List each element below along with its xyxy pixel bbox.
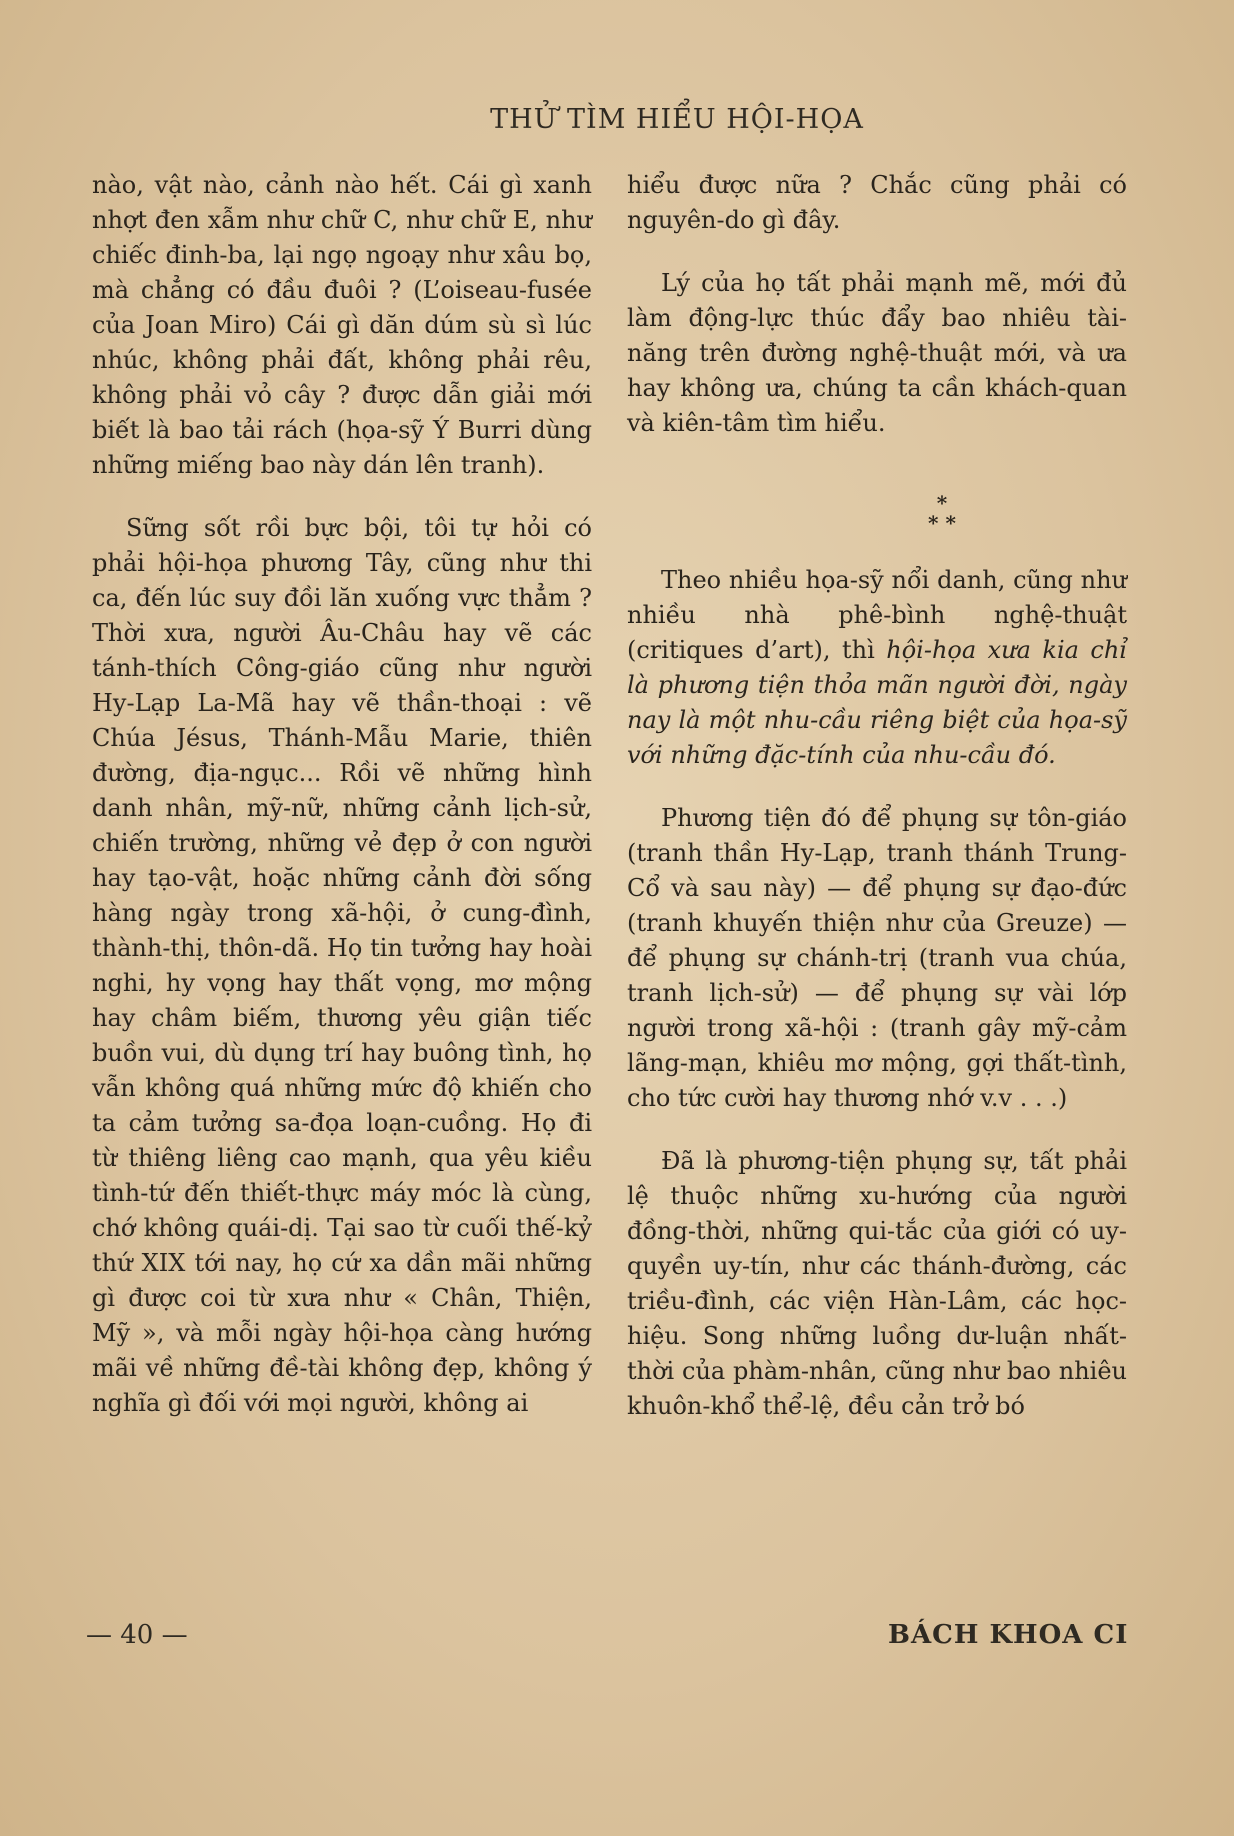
right-paragraph-2: Lý của họ tất phải mạnh mẽ, mới đủ làm động-lực thúc đẩy bao nhiêu tài-năng trên đường nghệ-thuật mới, và ưa hay không ưa, chúng ta cần khách-quan và kiên-tâm tìm hiểu.	[627, 269, 1127, 437]
publication-name: BÁCH KHOA CI	[888, 1620, 1129, 1650]
section-separator	[627, 493, 1127, 533]
right-column	[627, 168, 1127, 1424]
left-paragraph-1: nào, vật nào, cảnh nào hết. Cái gì xanh nhợt đen xẫm như chữ C, như chữ E, như chiếc đinh-ba, lại ngọ ngoạy như xâu bọ, mà chẳng có đầu đuôi ? (L’oiseau-fusée của Joan Miro) Cái gì dăn dúm sù sì lúc nhúc, không phải đất, không phải rêu, không phải vỏ cây ? được dẫn giải mới biết là bao tải rách (họa-sỹ Ý Burri dùng những miếng bao này dán lên tranh).	[92, 171, 592, 479]
left-column	[92, 168, 592, 1421]
right-paragraph-5: Đã là phương-tiện phụng sự, tất phải lệ thuộc những xu-hướng của người đồng-thời, những qui-tắc của giới có uy-quyền uy-tín, như các thánh-đường, các triều-đình, các viện Hàn-Lâm, các học-hiệu. Song những luồng dư-luận nhất-thời của phàm-nhân, cũng như bao nhiêu khuôn-khổ thể-lệ, đều cản trở bó	[627, 1147, 1127, 1420]
right-paragraph-1: hiểu được nữa ? Chắc cũng phải có nguyên-do gì đây.	[627, 171, 1127, 234]
right-paragraph-3	[627, 563, 1127, 773]
page-number: — 40 —	[86, 1620, 188, 1650]
right-paragraph-4: Phương tiện đó để phụng sự tôn-giáo (tranh thần Hy-Lạp, tranh thánh Trung-Cổ và sau này) — để phụng sự đạo-đức (tranh khuyến thiện như của Greuze) — để phụng sự chánh-trị (tranh vua chúa, tranh lịch-sử) — để phụng sự vài lớp người trong xã-hội : (tranh gây mỹ-cảm lãng-mạn, khiêu mơ mộng, gợi thất-tình, cho tức cười hay thương nhớ v.v . . .)	[627, 804, 1127, 1112]
right-paragraph-3-text: Theo nhiều họa-sỹ nổi danh, cũng như nhiều nhà phê-bình nghệ-thuật (critiques d’art), thì	[627, 566, 1127, 664]
right-paragraph-3-emphasis: hội-họa xưa kia chỉ là phương tiện thỏa mãn người đời, ngày nay là một nhu-cầu riêng biệt của họa-sỹ với những đặc-tính của nhu-cầu đó.	[627, 636, 1127, 769]
running-header: THỬ TÌM HIỂU HỘI-HỌA	[490, 104, 864, 135]
separator-star-top: *	[936, 491, 948, 515]
separator-stars-bottom: * *	[928, 511, 956, 535]
left-paragraph-2: Sững sốt rồi bực bội, tôi tự hỏi có phải hội-họa phương Tây, cũng như thi ca, đến lúc suy đồi lăn xuống vực thẳm ? Thời xưa, người Âu-Châu hay vẽ các tánh-thích Công-giáo cũng như người Hy-Lạp La-Mã hay vẽ thần-thoại : vẽ Chúa Jésus, Thánh-Mẫu Marie, thiên đường, địa-ngục... Rồi vẽ những hình danh nhân, mỹ-nữ, những cảnh lịch-sử, chiến trường, những vẻ đẹp ở con người hay tạo-vật, hoặc những cảnh đời sống hàng ngày trong xã-hội, ở cung-đình, thành-thị, thôn-dã. Họ tin tưởng hay hoài nghi, hy vọng hay thất vọng, mơ mộng hay châm biếm, thương yêu giận tiếc buồn vui, dù dụng trí hay buông tình, họ vẫn không quá những mức độ khiến cho ta cảm tưởng sa-đọa loạn-cuồng. Họ đi từ thiêng liêng cao mạnh, qua yêu kiều tình-tứ đến thiết-thực máy móc là cùng, chớ không quái-dị. Tại sao từ cuối thế-kỷ thứ XIX tới nay, họ cứ xa dần mãi những gì được coi từ xưa như « Chân, Thiện, Mỹ », và mỗi ngày hội-họa càng hướng mãi về những đề-tài không đẹp, không ý nghĩa gì đối với mọi người, không ai	[92, 514, 592, 1417]
